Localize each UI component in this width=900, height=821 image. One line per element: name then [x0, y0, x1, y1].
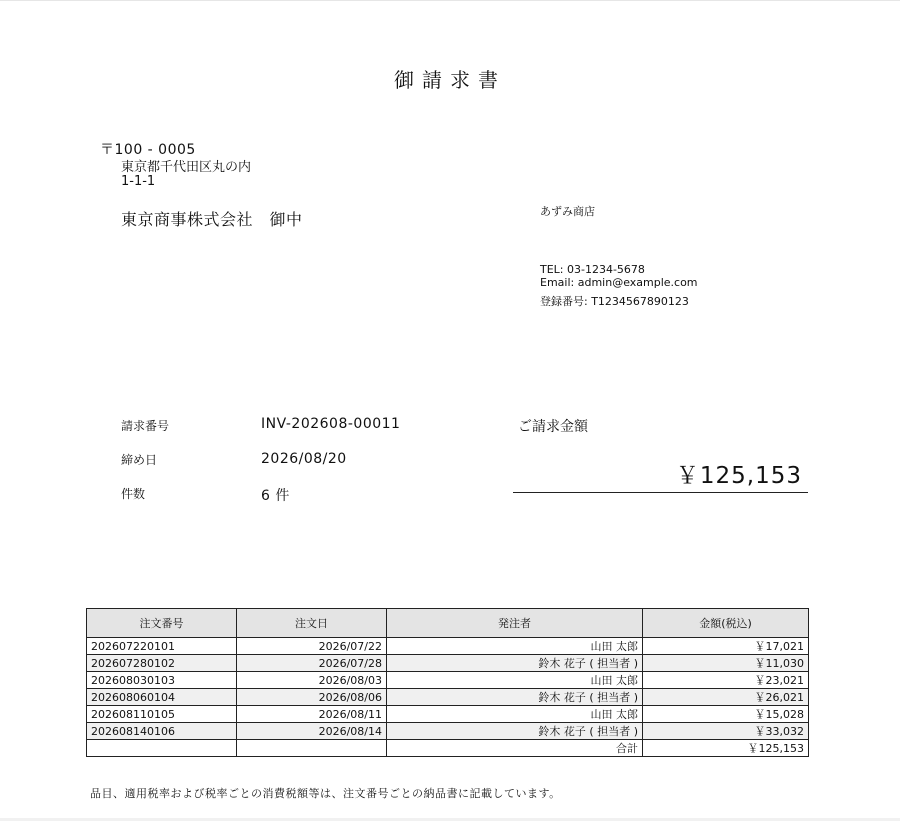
column-header-amount: 金額(税込) [643, 609, 809, 638]
orderer-cell: 鈴木 花子 ( 担当者 ) [387, 723, 643, 740]
amount-cell: ￥11,030 [643, 655, 809, 672]
total-row [87, 740, 809, 757]
orderer-cell: 山田 太郎 [387, 706, 643, 723]
closing-date-value: 2026/08/20 [261, 451, 347, 467]
orderer-cell: 山田 太郎 [387, 672, 643, 689]
orderer-cell: 鈴木 花子 ( 担当者 ) [387, 655, 643, 672]
order-date-cell: 2026/07/28 [237, 655, 387, 672]
recipient-address-line2: 1-1-1 [121, 174, 156, 189]
order-date-cell: 2026/08/14 [237, 723, 387, 740]
item-count-value: 6 件 [261, 488, 290, 504]
order-number-cell: 202608060104 [87, 689, 237, 706]
total-label: 合計 [387, 740, 643, 757]
table-row [87, 689, 809, 706]
total-empty-cell [87, 740, 237, 757]
closing-date-label: 締め日 [121, 453, 158, 467]
amount-cell: ￥15,028 [643, 706, 809, 723]
order-date-cell: 2026/08/03 [237, 672, 387, 689]
issuer-tel: TEL: 03-1234-5678 [540, 263, 645, 276]
table-row [87, 723, 809, 740]
orderer-cell: 山田 太郎 [387, 638, 643, 655]
table-header-row [87, 609, 809, 638]
orders-table [86, 608, 809, 757]
table-row [87, 655, 809, 672]
invoice-number-value: INV-202608-00011 [261, 416, 401, 432]
orderer-cell: 鈴木 花子 ( 担当者 ) [387, 689, 643, 706]
billing-amount-label: ご請求金額 [518, 419, 588, 435]
issuer-email: Email: admin@example.com [540, 276, 698, 289]
page-title: 御請求書 [394, 68, 506, 92]
column-header-order-number: 注文番号 [87, 609, 237, 638]
recipient-name: 東京商事株式会社 御中 [121, 210, 303, 229]
issuer-name: あずみ商店 [540, 205, 595, 218]
amount-cell: ￥33,032 [643, 723, 809, 740]
amount-cell: ￥26,021 [643, 689, 809, 706]
table-row [87, 638, 809, 655]
footnote: 品目、適用税率および税率ごとの消費税額等は、注文番号ごとの納品書に記載しています。 [90, 787, 561, 800]
invoice-number-label: 請求番号 [121, 419, 170, 433]
order-date-cell: 2026/08/11 [237, 706, 387, 723]
issuer-registration-number: 登録番号: T1234567890123 [540, 295, 689, 308]
billing-amount-underline [513, 492, 808, 493]
column-header-order-date: 注文日 [237, 609, 387, 638]
page-top-border [0, 0, 900, 1]
total-amount: ￥125,153 [643, 740, 809, 757]
order-number-cell: 202608030103 [87, 672, 237, 689]
amount-cell: ￥17,021 [643, 638, 809, 655]
order-date-cell: 2026/07/22 [237, 638, 387, 655]
order-number-cell: 202608110105 [87, 706, 237, 723]
table-row [87, 672, 809, 689]
item-count-label: 件数 [121, 487, 146, 501]
total-empty-cell [237, 740, 387, 757]
column-header-orderer: 発注者 [387, 609, 643, 638]
order-date-cell: 2026/08/06 [237, 689, 387, 706]
table-row [87, 706, 809, 723]
billing-amount-value: ￥125,153 [675, 463, 802, 489]
order-number-cell: 202607220101 [87, 638, 237, 655]
order-number-cell: 202607280102 [87, 655, 237, 672]
amount-cell: ￥23,021 [643, 672, 809, 689]
order-number-cell: 202608140106 [87, 723, 237, 740]
recipient-postal-code: 〒100 - 0005 [100, 142, 196, 158]
recipient-address-line1: 東京都千代田区丸の内 [121, 160, 252, 175]
